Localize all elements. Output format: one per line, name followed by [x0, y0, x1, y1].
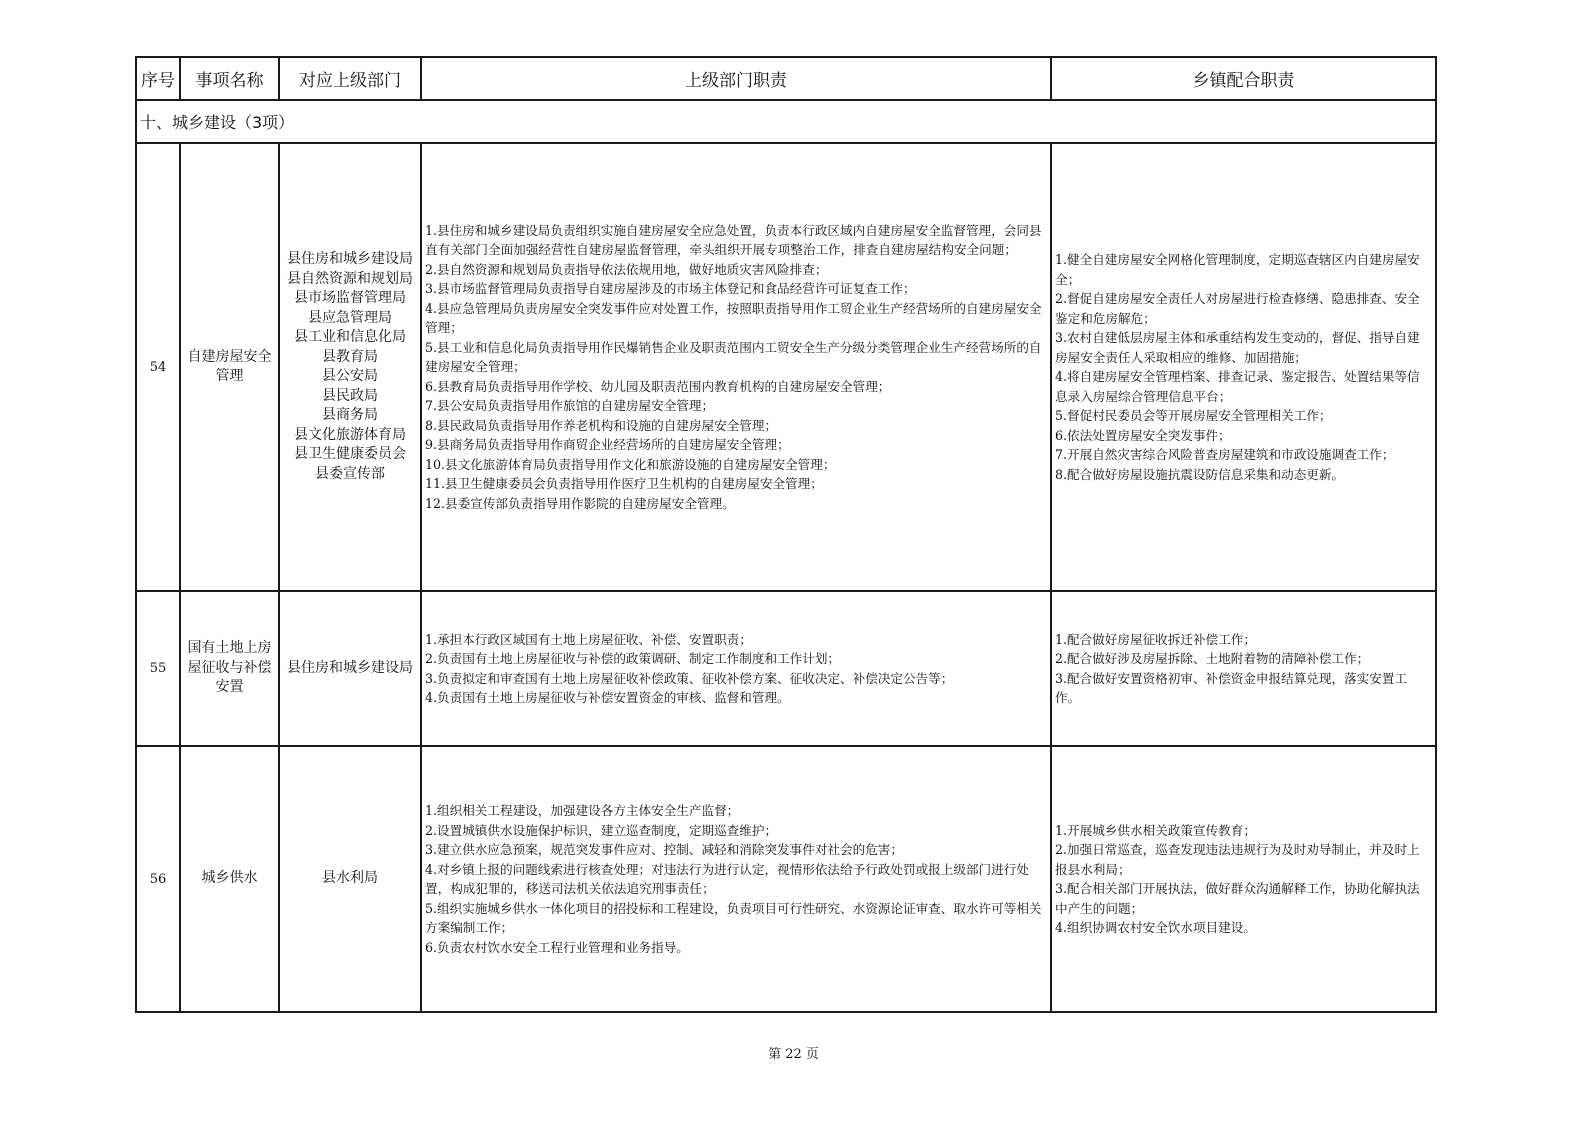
dept-line: 县教育局 — [322, 348, 378, 365]
duty-item: 1.配合做好房屋征收拆迁补偿工作； — [1055, 631, 1256, 647]
row-upper-duties — [421, 746, 1051, 1012]
page-number: 第 22 页 — [768, 1047, 819, 1062]
duty-item: 2.督促自建房屋安全责任人对房屋进行检查修缮、隐患排查、安全鉴定和危房解危； — [1055, 291, 1420, 326]
dept-line: 县市场监督管理局 — [294, 290, 406, 306]
duty-item: 1.健全自建房屋安全网格化管理制度，定期巡查辖区内自建房屋安全； — [1055, 252, 1420, 287]
row-town-duties — [1051, 746, 1436, 1012]
dept-line: 县文化旅游体育局 — [294, 426, 406, 443]
duty-item: 3.农村自建低层房屋主体和承重结构发生变动的，督促、指导自建房屋安全责任人采取相应的维修、加固措施； — [1055, 330, 1420, 365]
table-header-row — [136, 57, 1436, 100]
dept-line: 县公安局 — [322, 368, 378, 384]
duty-item: 1.开展城乡供水相关政策宣传教育； — [1055, 822, 1256, 838]
duty-item: 4.组织协调农村安全饮水项目建设。 — [1055, 920, 1256, 935]
duty-item: 4.县应急管理局负责房屋安全突发事件应对处置工作，按照职责指导用作工贸企业生产经营场所的自建房屋安全管理； — [425, 300, 1042, 336]
header-town-duties: 乡镇配合职责 — [1051, 57, 1436, 100]
row-item-name: 国有土地上房屋征收与补偿安置 — [180, 591, 279, 746]
duty-item: 6.负责农村饮水安全工程行业管理和业务指导。 — [425, 939, 689, 955]
duty-item: 6.县教育局负责指导用作学校、幼儿园及职责范围内教育机构的自建房屋安全管理； — [425, 378, 891, 394]
dept-line: 县水利局 — [322, 870, 378, 887]
dept-line: 县住房和城乡建设局 — [287, 659, 413, 676]
duty-item: 1.组织相关工程建设，加强建设各方主体安全生产监督； — [425, 803, 740, 818]
header-num: 序号 — [136, 57, 180, 100]
dept-line: 县工业和信息化局 — [294, 329, 406, 345]
responsibility-table — [135, 56, 1437, 1013]
duty-item: 2.加强日常巡查，巡查发现违法违规行为及时劝导制止，并及时上报县水利局； — [1055, 842, 1420, 877]
row-num: 56 — [136, 746, 180, 1012]
duty-item: 3.负责拟定和审查国有土地上房屋征收补偿政策、征收补偿方案、征收决定、补偿决定公告等； — [425, 670, 954, 686]
duty-item: 5.县工业和信息化局负责指导用作民爆销售企业及职责范围内工贸安全生产分级分类管理企业生产经营场所的自建房屋安全管理； — [425, 339, 1042, 375]
duty-item: 11.县卫生健康委员会负责指导用作医疗卫生机构的自建房屋安全管理； — [425, 476, 823, 492]
row-town-duties — [1051, 143, 1436, 591]
row-depts — [279, 746, 421, 1012]
duty-item: 8.配合做好房屋设施抗震设防信息采集和动态更新。 — [1055, 466, 1345, 482]
row-depts — [279, 143, 421, 591]
duty-item: 3.县市场监督管理局负责指导自建房屋涉及的市场主体登记和食品经营许可证复查工作； — [425, 281, 916, 297]
duty-item: 8.县民政局负责指导用作养老机构和设施的自建房屋安全管理； — [425, 417, 778, 433]
duty-item: 1.承担本行政区域国有土地上房屋征收、补偿、安置职责； — [425, 631, 752, 647]
row-item-name: 城乡供水 — [180, 746, 279, 1012]
row-item-name: 自建房屋安全管理 — [180, 143, 279, 591]
duty-item: 2.负责国有土地上房屋征收与补偿的政策调研、制定工作制度和工作计划； — [425, 651, 841, 666]
dept-line: 县应急管理局 — [308, 309, 392, 326]
row-num: 54 — [136, 143, 180, 591]
section-title: 十、城乡建设（3项） — [136, 100, 1436, 143]
duty-item: 2.县自然资源和规划局负责指导依法依规用地，做好地质灾害风险排查； — [425, 261, 828, 277]
dept-line: 县卫生健康委员会 — [294, 446, 406, 462]
dept-line: 县民政局 — [322, 387, 378, 404]
section-row — [136, 100, 1436, 143]
duty-item: 7.县公安局负责指导用作旅馆的自建房屋安全管理； — [425, 398, 715, 414]
duty-item: 10.县文化旅游体育局负责指导用作文化和旅游设施的自建房屋安全管理； — [425, 456, 836, 472]
dept-line: 县委宣传部 — [315, 465, 385, 482]
duty-item: 3.配合做好安置资格初审、补偿资金申报结算兑现，落实安置工作。 — [1055, 670, 1408, 705]
duty-item: 1.县住房和城乡建设局负责组织实施自建房屋安全应急处置，负责本行政区域内自建房屋安全监督管理，会同县直有关部门全面加强经营性自建房屋监督管理，牵头组织开展专项整治工作，排查自建房屋结构安全问题； — [425, 222, 1042, 258]
duty-item: 12.县委宣传部负责指导用作影院的自建房屋安全管理。 — [425, 495, 735, 511]
duty-item: 3.建立供水应急预案，规范突发事件应对、控制、减轻和消除突发事件对社会的危害； — [425, 842, 903, 857]
duty-item: 5.组织实施城乡供水一体化项目的招投标和工程建设，负责项目可行性研究、水资源论证审查、取水许可等相关方案编制工作； — [425, 900, 1042, 935]
header-upper-duties: 上级部门职责 — [421, 57, 1051, 100]
duty-item: 4.负责国有土地上房屋征收与补偿安置资金的审核、监督和管理。 — [425, 690, 790, 705]
dept-line: 县自然资源和规划局 — [287, 270, 413, 287]
duty-item: 6.依法处置房屋安全突发事件； — [1055, 427, 1231, 443]
duty-item: 7.开展自然灾害综合风险普查房屋建筑和市政设施调查工作； — [1055, 447, 1395, 462]
row-num: 55 — [136, 591, 180, 746]
row-depts — [279, 591, 421, 746]
duty-item: 9.县商务局负责指导用作商贸企业经营场所的自建房屋安全管理； — [425, 437, 790, 453]
header-dept: 对应上级部门 — [279, 57, 421, 100]
table-row — [136, 746, 1436, 1012]
row-upper-duties — [421, 143, 1051, 591]
dept-line: 县住房和城乡建设局 — [287, 251, 413, 267]
row-town-duties — [1051, 591, 1436, 746]
dept-line: 县商务局 — [322, 407, 378, 423]
duty-item: 4.对乡镇上报的问题线索进行核查处理；对违法行为进行认定，视情形依法给予行政处罚或报上级部门进行处置，构成犯罪的，移送司法机关依法追究刑事责任； — [425, 861, 1029, 896]
duty-item: 2.配合做好涉及房屋拆除、土地附着物的清障补偿工作； — [1055, 651, 1370, 666]
table-row — [136, 143, 1436, 591]
table-row — [136, 591, 1436, 746]
duty-item: 5.督促村民委员会等开展房屋安全管理相关工作； — [1055, 408, 1332, 423]
header-name: 事项名称 — [180, 57, 279, 100]
duty-item: 4.将自建房屋安全管理档案、排查记录、鉴定报告、处置结果等信息录入房屋综合管理信息平台； — [1055, 369, 1420, 404]
duty-item: 3.配合相关部门开展执法，做好群众沟通解释工作，协助化解执法中产生的问题； — [1055, 881, 1420, 916]
row-upper-duties — [421, 591, 1051, 746]
duty-item: 2.设置城镇供水设施保护标识，建立巡查制度，定期巡查维护； — [425, 822, 778, 838]
